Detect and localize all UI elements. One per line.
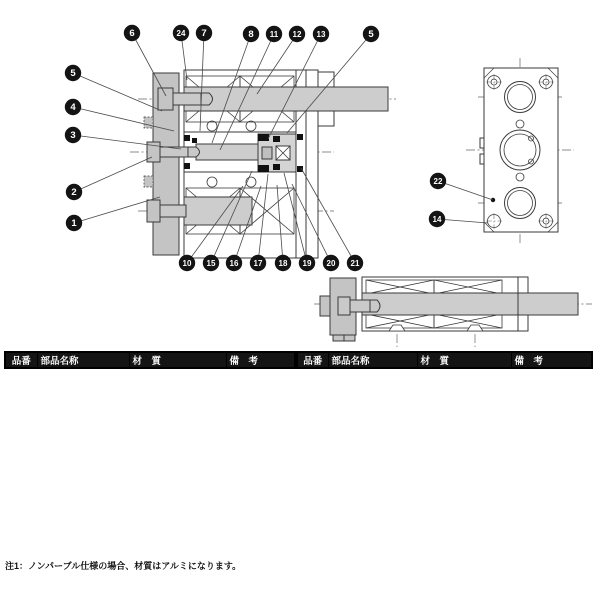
guide-rod-top <box>184 87 388 111</box>
header-row <box>297 352 592 368</box>
callout-leader <box>132 33 166 96</box>
callout-number: 7 <box>201 28 207 39</box>
callout-number: 22 <box>433 177 443 186</box>
header-row <box>5 352 295 368</box>
callout-number: 6 <box>129 28 135 39</box>
callout-number: 15 <box>206 259 216 268</box>
callout-number: 3 <box>70 130 76 141</box>
parts-table-right <box>296 351 593 369</box>
footnote: 注1：ノンパーブル仕様の場合、材質はアルミになります。 <box>5 561 242 571</box>
callout-number: 16 <box>229 259 239 268</box>
column-header: 材 質 <box>417 352 511 368</box>
column-header: 備 考 <box>226 352 295 368</box>
parts-table-left <box>4 351 296 369</box>
callout-number: 14 <box>432 215 442 224</box>
callout-number: 20 <box>326 259 336 268</box>
piston-rod-side <box>362 293 578 315</box>
callout-number: 12 <box>292 30 302 39</box>
callout-number: 4 <box>70 102 76 113</box>
callout-number: 24 <box>176 29 186 38</box>
callout-number: 2 <box>71 187 77 198</box>
callout-number: 1 <box>71 218 77 229</box>
callout-number: 18 <box>278 259 288 268</box>
callout-number: 13 <box>316 30 326 39</box>
callout-number: 10 <box>182 259 192 268</box>
callout-number: 21 <box>350 259 360 268</box>
column-header: 部品名称 <box>37 352 129 368</box>
column-header: 材 質 <box>129 352 226 368</box>
callout-number: 17 <box>253 259 263 268</box>
piston-rod <box>196 144 260 160</box>
column-header: 品番 <box>297 352 328 368</box>
column-header: 備 考 <box>511 352 592 368</box>
end-view <box>466 58 574 243</box>
column-header: 部品名称 <box>328 352 417 368</box>
side-view <box>314 277 592 347</box>
callout-number: 11 <box>269 30 279 39</box>
callout-number: 5 <box>70 68 76 79</box>
callout-leader <box>74 157 152 192</box>
column-header: 品番 <box>5 352 37 368</box>
callout-number: 8 <box>248 29 254 40</box>
main-section-view <box>130 70 396 258</box>
callout-leader <box>73 73 162 111</box>
callout-number: 5 <box>368 29 374 40</box>
callout-number: 19 <box>302 259 312 268</box>
